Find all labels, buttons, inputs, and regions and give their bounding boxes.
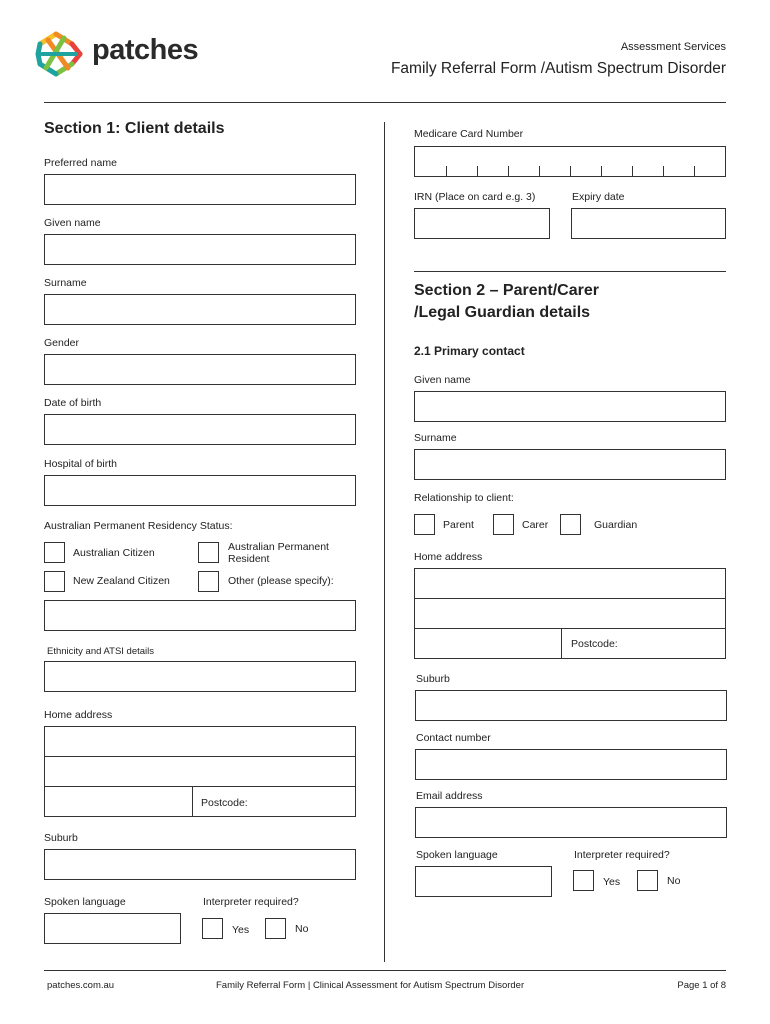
home-address-line2[interactable] bbox=[44, 756, 356, 787]
residency-label: Australian Permanent Residency Status: bbox=[44, 520, 233, 532]
s2-home-address-line2[interactable] bbox=[414, 598, 726, 629]
aus-pr-checkbox[interactable] bbox=[198, 542, 219, 563]
given-name-label: Given name bbox=[44, 217, 101, 229]
relationship-label: Relationship to client: bbox=[414, 492, 514, 504]
relationship-parent-label: Parent bbox=[443, 519, 474, 531]
s2-spoken-language-label: Spoken language bbox=[416, 849, 498, 861]
interpreter-no-checkbox[interactable] bbox=[265, 918, 286, 939]
s2-suburb-label: Suburb bbox=[416, 673, 450, 685]
s2-interpreter-yes-label: Yes bbox=[603, 876, 621, 888]
relationship-carer-label: Carer bbox=[522, 519, 549, 531]
s2-interpreter-no-label: No bbox=[667, 875, 681, 887]
hospital-field[interactable] bbox=[44, 475, 356, 506]
preferred-name-label: Preferred name bbox=[44, 157, 117, 169]
column-divider bbox=[384, 122, 385, 962]
footer-page-number: Page 1 of 8 bbox=[677, 980, 726, 991]
interpreter-yes-checkbox[interactable] bbox=[202, 918, 223, 939]
interpreter-label: Interpreter required? bbox=[203, 896, 299, 908]
hospital-label: Hospital of birth bbox=[44, 458, 117, 470]
nz-citizen-checkbox[interactable] bbox=[44, 571, 65, 592]
brand-logo bbox=[34, 30, 86, 78]
home-address-line1[interactable] bbox=[44, 726, 356, 757]
expiry-label: Expiry date bbox=[572, 191, 625, 203]
s2-interpreter-yes-checkbox[interactable] bbox=[573, 870, 594, 891]
gender-label: Gender bbox=[44, 337, 80, 349]
postcode-label: Postcode: bbox=[201, 797, 248, 809]
expiry-field[interactable] bbox=[571, 208, 726, 239]
irn-label: IRN (Place on card e.g. 3) bbox=[414, 191, 536, 203]
s2-given-name-label: Given name bbox=[414, 374, 471, 386]
section1-title: Section 1: Client details bbox=[44, 120, 225, 137]
s2-home-address-line1[interactable] bbox=[414, 568, 726, 599]
aus-citizen-label: Australian Citizen bbox=[73, 547, 155, 559]
section2-title-line2: /Legal Guardian details bbox=[414, 304, 591, 321]
nz-citizen-label: New Zealand Citizen bbox=[73, 575, 170, 587]
ethnicity-field[interactable] bbox=[44, 661, 356, 692]
section2-divider bbox=[414, 271, 726, 272]
other-residency-label: Other (please specify): bbox=[228, 575, 334, 587]
other-residency-checkbox[interactable] bbox=[198, 571, 219, 592]
aus-citizen-checkbox[interactable] bbox=[44, 542, 65, 563]
dob-label: Date of birth bbox=[44, 397, 102, 409]
surname-label: Surname bbox=[44, 277, 87, 289]
form-title: Family Referral Form /Autism Spectrum Disorder bbox=[390, 60, 726, 77]
s2-given-name-field[interactable] bbox=[414, 391, 726, 422]
service-name: Assessment Services bbox=[620, 41, 726, 53]
contact-number-label: Contact number bbox=[416, 732, 491, 744]
home-address-label: Home address bbox=[44, 709, 113, 721]
contact-number-field[interactable] bbox=[415, 749, 727, 780]
irn-field[interactable] bbox=[414, 208, 550, 239]
given-name-field[interactable] bbox=[44, 234, 356, 265]
interpreter-yes-label: Yes bbox=[232, 924, 250, 936]
patches-logo-icon bbox=[34, 30, 86, 78]
spoken-language-label: Spoken language bbox=[44, 896, 126, 908]
medicare-label: Medicare Card Number bbox=[414, 128, 524, 140]
s2-home-address-line3[interactable] bbox=[414, 628, 562, 659]
s2-interpreter-no-checkbox[interactable] bbox=[637, 870, 658, 891]
s2-interpreter-label: Interpreter required? bbox=[574, 849, 670, 861]
section2-title-line1: Section 2 – Parent/Carer bbox=[414, 282, 599, 299]
other-residency-field[interactable] bbox=[44, 600, 356, 631]
relationship-guardian-checkbox[interactable] bbox=[560, 514, 581, 535]
relationship-carer-checkbox[interactable] bbox=[493, 514, 514, 535]
s2-spoken-language-field[interactable] bbox=[415, 866, 552, 897]
header-divider bbox=[44, 102, 726, 103]
s2-surname-field[interactable] bbox=[414, 449, 726, 480]
medicare-number-field[interactable] bbox=[414, 146, 726, 177]
s2-postcode-label: Postcode: bbox=[571, 638, 618, 650]
suburb-label: Suburb bbox=[44, 832, 78, 844]
s2-home-address-label: Home address bbox=[414, 551, 483, 563]
surname-field[interactable] bbox=[44, 294, 356, 325]
aus-pr-label-line2: Resident bbox=[228, 553, 270, 565]
relationship-guardian-label: Guardian bbox=[594, 519, 638, 531]
home-address-line3[interactable] bbox=[44, 786, 193, 817]
footer-website: patches.com.au bbox=[47, 980, 115, 991]
email-label: Email address bbox=[416, 790, 483, 802]
dob-field[interactable] bbox=[44, 414, 356, 445]
aus-pr-label-line1: Australian Permanent bbox=[228, 541, 329, 553]
interpreter-no-label: No bbox=[295, 923, 309, 935]
suburb-field[interactable] bbox=[44, 849, 356, 880]
primary-contact-heading: 2.1 Primary contact bbox=[414, 344, 525, 358]
ethnicity-label: Ethnicity and ATSI details bbox=[47, 646, 155, 657]
email-field[interactable] bbox=[415, 807, 727, 838]
footer-divider bbox=[44, 970, 726, 971]
s2-suburb-field[interactable] bbox=[415, 690, 727, 721]
spoken-language-field[interactable] bbox=[44, 913, 181, 944]
s2-surname-label: Surname bbox=[414, 432, 457, 444]
footer-document: Family Referral Form | Clinical Assessment for Autism Spectrum Disorder bbox=[216, 980, 525, 991]
gender-field[interactable] bbox=[44, 354, 356, 385]
preferred-name-field[interactable] bbox=[44, 174, 356, 205]
brand-name: patches bbox=[92, 34, 199, 66]
relationship-parent-checkbox[interactable] bbox=[414, 514, 435, 535]
